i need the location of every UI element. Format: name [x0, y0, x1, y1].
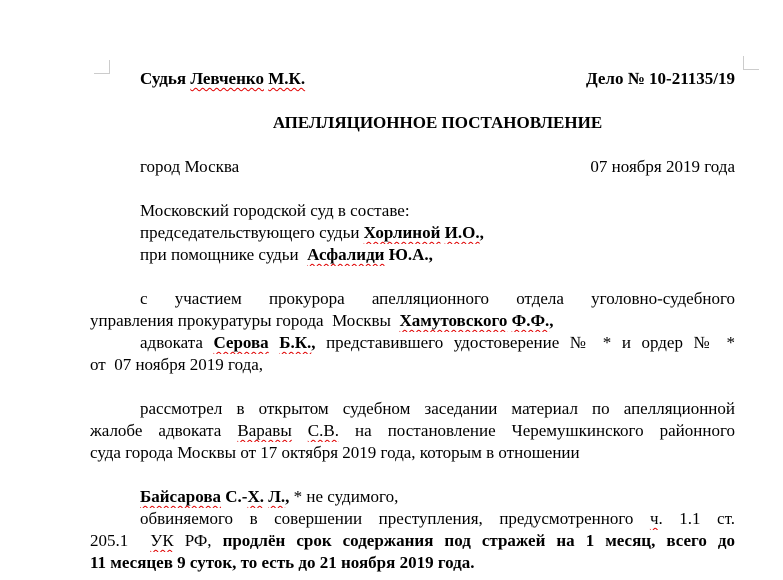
charge-line-3: 11 месяцев 9 суток, то есть до 21 ноября 2019 года.	[90, 553, 475, 572]
assistant-surname: Асфалиди	[307, 245, 385, 264]
prosecutor-initials: Ф.Ф.	[511, 311, 550, 330]
blank-line	[90, 134, 735, 156]
lawyer-prefix: адвоката	[140, 333, 214, 352]
review-line-1	[90, 398, 735, 420]
lawyer-surname: Серова	[213, 333, 269, 352]
prosecutor-suffix: ,	[549, 311, 554, 330]
document-text	[90, 68, 735, 574]
blank-line	[90, 178, 735, 200]
prosecutor-line-2	[90, 310, 735, 332]
appellant-surname: Варавы	[237, 421, 292, 440]
prosecutor-surname: Хамутовского	[399, 311, 508, 330]
text-boundary-corner-right-icon	[743, 56, 759, 70]
presiding-initials: И.О.	[444, 223, 480, 242]
prosecutor-line-1	[90, 288, 735, 310]
defendant-surname: Байсарова	[140, 487, 221, 506]
lawyer-space	[269, 333, 280, 352]
defendant-mid: С.-	[221, 487, 248, 506]
charge-line-2	[90, 530, 735, 552]
lawyer-comma: ,	[311, 333, 316, 352]
review-line-2	[90, 420, 735, 442]
header-row	[90, 68, 735, 90]
blank-line	[90, 266, 735, 288]
charge-article: 205.1	[90, 531, 151, 550]
defendant-l-initial: Л.	[268, 487, 286, 506]
review-line-3: суда города Москвы от 17 октября 2019 года, которым в отношении	[90, 443, 580, 462]
charge-line-1	[90, 508, 735, 530]
charge-uk-abbrev: УК	[150, 531, 174, 550]
review-text-1: рассмотрел в открытом судебном заседании материал по апелляционной	[140, 399, 735, 418]
charge-ch-abbrev: ч	[649, 509, 659, 528]
ruling-bold-text: продлён срок содержания под стражей на 1 месяц, всего до	[222, 531, 735, 550]
judge-initials: М.К.	[268, 69, 306, 88]
case-number: Дело № 10-21135/19	[585, 69, 735, 88]
court-line: Московский городской суд в составе:	[140, 201, 410, 220]
judge-surname: Левченко	[190, 69, 264, 88]
defendant-line	[90, 486, 735, 508]
presiding-suffix: ,	[479, 223, 484, 242]
assistant-suffix: Ю.А.,	[384, 245, 433, 264]
prosecutor-text-1: с участием прокурора апелляционного отдела уголовно-судебного	[140, 289, 735, 308]
presiding-prefix: председательствующего судьи	[140, 223, 364, 242]
blank-line	[90, 376, 735, 398]
prosecutor-prefix: управления прокуратуры города Москвы	[90, 311, 400, 330]
judge-line	[140, 68, 305, 90]
lawyer-line-1	[90, 332, 735, 354]
assistant-line	[90, 244, 735, 266]
appellant-space	[292, 421, 308, 440]
charge-suffix: . 1.1 ст.	[658, 509, 735, 528]
place-date-row	[90, 156, 735, 178]
presiding-surname: Хорлиной	[363, 223, 441, 242]
review-prefix: жалобе адвоката	[90, 421, 238, 440]
blank-line	[90, 464, 735, 486]
appellant-initials: С.В.	[307, 421, 339, 440]
defendant-suffix: * не судимого,	[289, 487, 399, 506]
date-label: 07 ноября 2019 года	[590, 157, 735, 176]
charge-rf: РФ,	[173, 531, 223, 550]
document-title: АПЕЛЛЯЦИОННОЕ ПОСТАНОВЛЕНИЕ	[272, 113, 603, 132]
charge-prefix: обвиняемого в совершении преступления, предусмотренного	[140, 509, 650, 528]
assistant-prefix: при помощнике судьи	[140, 245, 308, 264]
defendant-comma: ,	[285, 487, 290, 506]
judge-label: Судья	[140, 69, 191, 88]
lawyer-suffix: представившего удостоверение № * и ордер № *	[315, 333, 735, 352]
city-label: город Москва	[140, 157, 240, 176]
blank-line	[90, 90, 735, 112]
lawyer-line-2: от 07 ноября 2019 года,	[90, 355, 264, 374]
presiding-line	[90, 222, 735, 244]
review-suffix: на постановление Черемушкинского районного	[338, 421, 735, 440]
defendant-x-initial: Х.	[247, 487, 264, 506]
lawyer-initials: Б.К.	[279, 333, 312, 352]
